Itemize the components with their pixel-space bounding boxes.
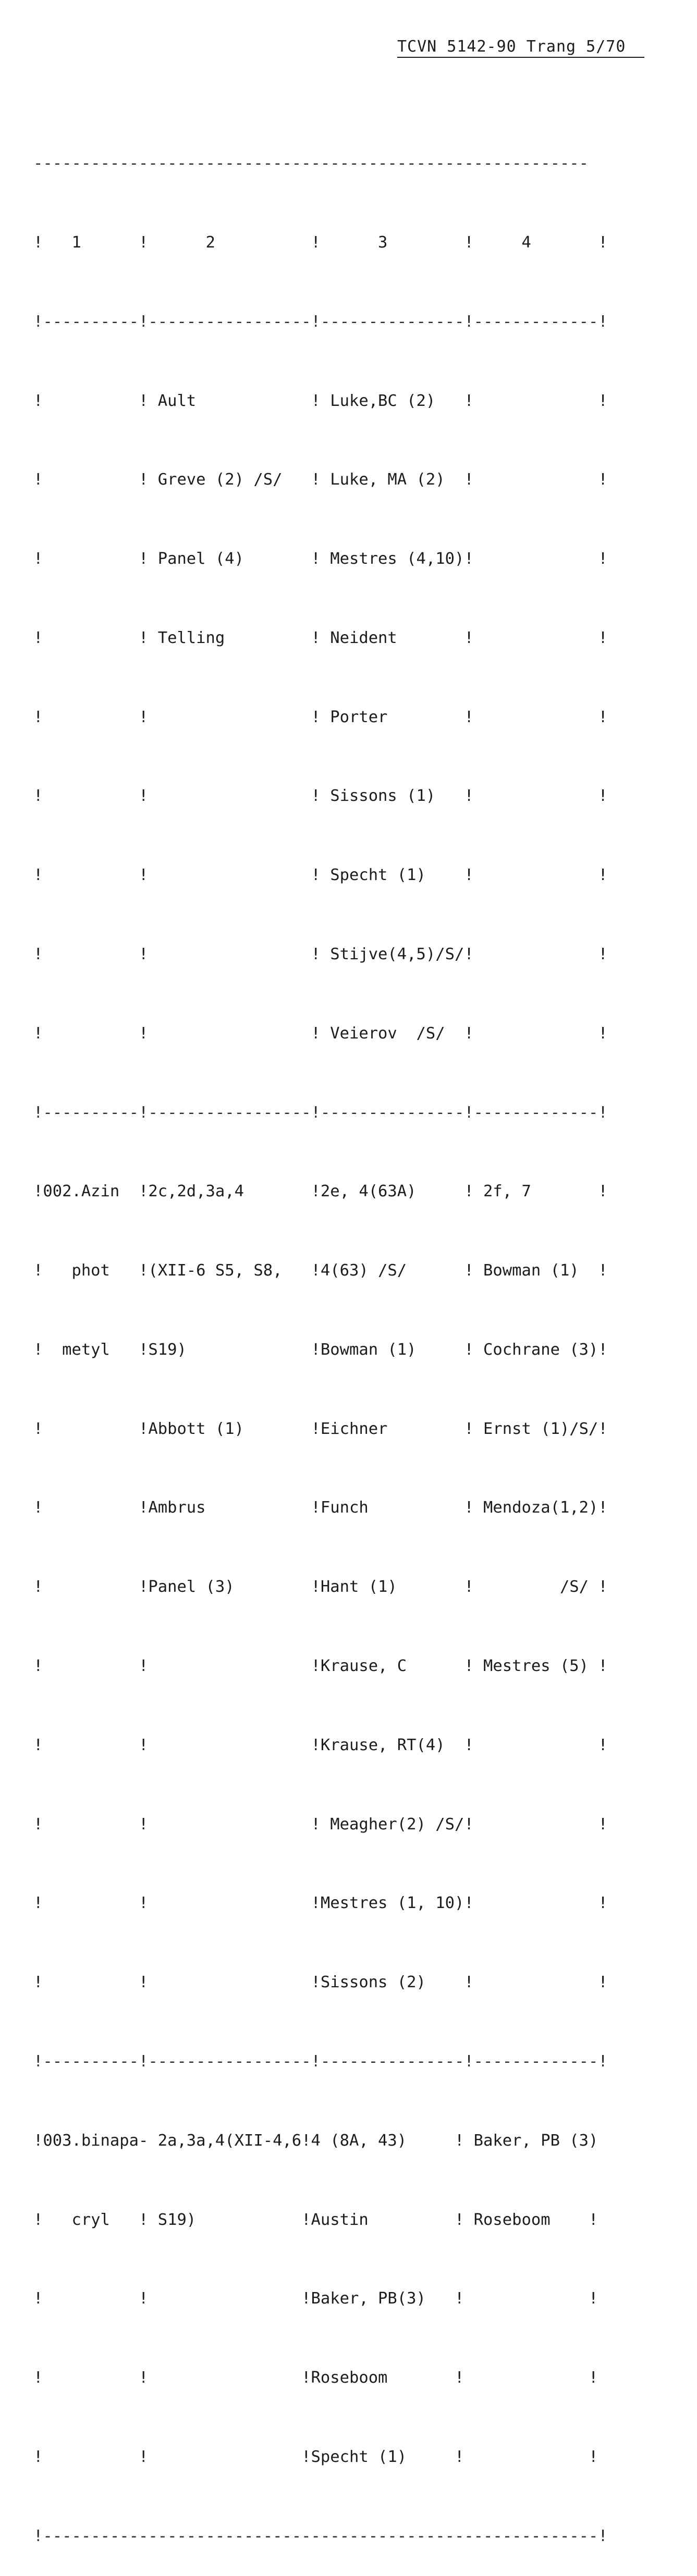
table-row: ! ! !Mestres (1, 10)! !: [33, 1894, 608, 1913]
table-row: ! ! ! Specht (1) ! !: [33, 866, 608, 885]
typed-table: [33, 98, 608, 2576]
table-header-rule: !----------!-----------------!---------------!-------------!: [33, 312, 608, 331]
table-row: ! ! ! Sissons (1) ! !: [33, 787, 608, 806]
table-bottom-rule: !----------------------------------------------------------!: [33, 2527, 608, 2545]
page-header: TCVN 5142-90 Trang 5/70: [397, 38, 644, 58]
table-row: !003.binapa- 2a,3a,4(XII-4,6!4 (8A, 43) ! Baker, PB (3): [33, 2131, 598, 2150]
table-row: ! cryl ! S19) !Austin ! Roseboom !: [33, 2210, 598, 2229]
table-row: ! ! ! Porter ! !: [33, 708, 608, 726]
table-row: ! !Panel (3) !Hant (1) ! /S/ !: [33, 1578, 608, 1596]
table-row: ! phot !(XII-6 S5, S8, !4(63) /S/ ! Bowman (1) !: [33, 1261, 608, 1280]
table-row: ! ! Telling ! Neident ! !: [33, 628, 608, 647]
table-row: ! ! !Roseboom ! !: [33, 2369, 598, 2387]
table-row: ! ! Panel (4) ! Mestres (4,10)! !: [33, 550, 608, 568]
table-row: ! ! !Baker, PB(3) ! !: [33, 2289, 598, 2308]
table-row: ! ! !Krause, C ! Mestres (5) !: [33, 1657, 608, 1676]
table-row: ! ! ! Meagher(2) /S/! !: [33, 1815, 608, 1834]
table-header-row: ! 1 ! 2 ! 3 ! 4 !: [33, 233, 608, 252]
table-row: ! ! !Krause, RT(4) ! !: [33, 1736, 608, 1754]
table-row: ! !Ambrus !Funch ! Mendoza(1,2)!: [33, 1498, 608, 1517]
table-row: ! ! !Sissons (2) ! !: [33, 1973, 608, 1992]
table-section-rule: !----------!-----------------!---------------!-------------!: [33, 2052, 608, 2071]
table-row: ! metyl !S19) !Bowman (1) ! Cochrane (3)!: [33, 1340, 608, 1359]
table-row: ! ! !Specht (1) ! !: [33, 2447, 598, 2466]
table-row: ! ! ! Stijve(4,5)/S/! !: [33, 945, 608, 963]
table-section-rule: !----------!-----------------!---------------!-------------!: [33, 1103, 608, 1122]
table-top-rule: ----------------------------------------------------------: [33, 154, 589, 173]
table-row: ! !Abbott (1) !Eichner ! Ernst (1)/S/!: [33, 1419, 608, 1438]
table-row: !002.Azin !2c,2d,3a,4 !2e, 4(63A) ! 2f, 7 !: [33, 1182, 608, 1201]
table-row: ! ! ! Veierov /S/ ! !: [33, 1024, 608, 1043]
table-row: ! ! Greve (2) /S/ ! Luke, MA (2) ! !: [33, 470, 608, 489]
table-row: ! ! Ault ! Luke,BC (2) ! !: [33, 391, 608, 410]
